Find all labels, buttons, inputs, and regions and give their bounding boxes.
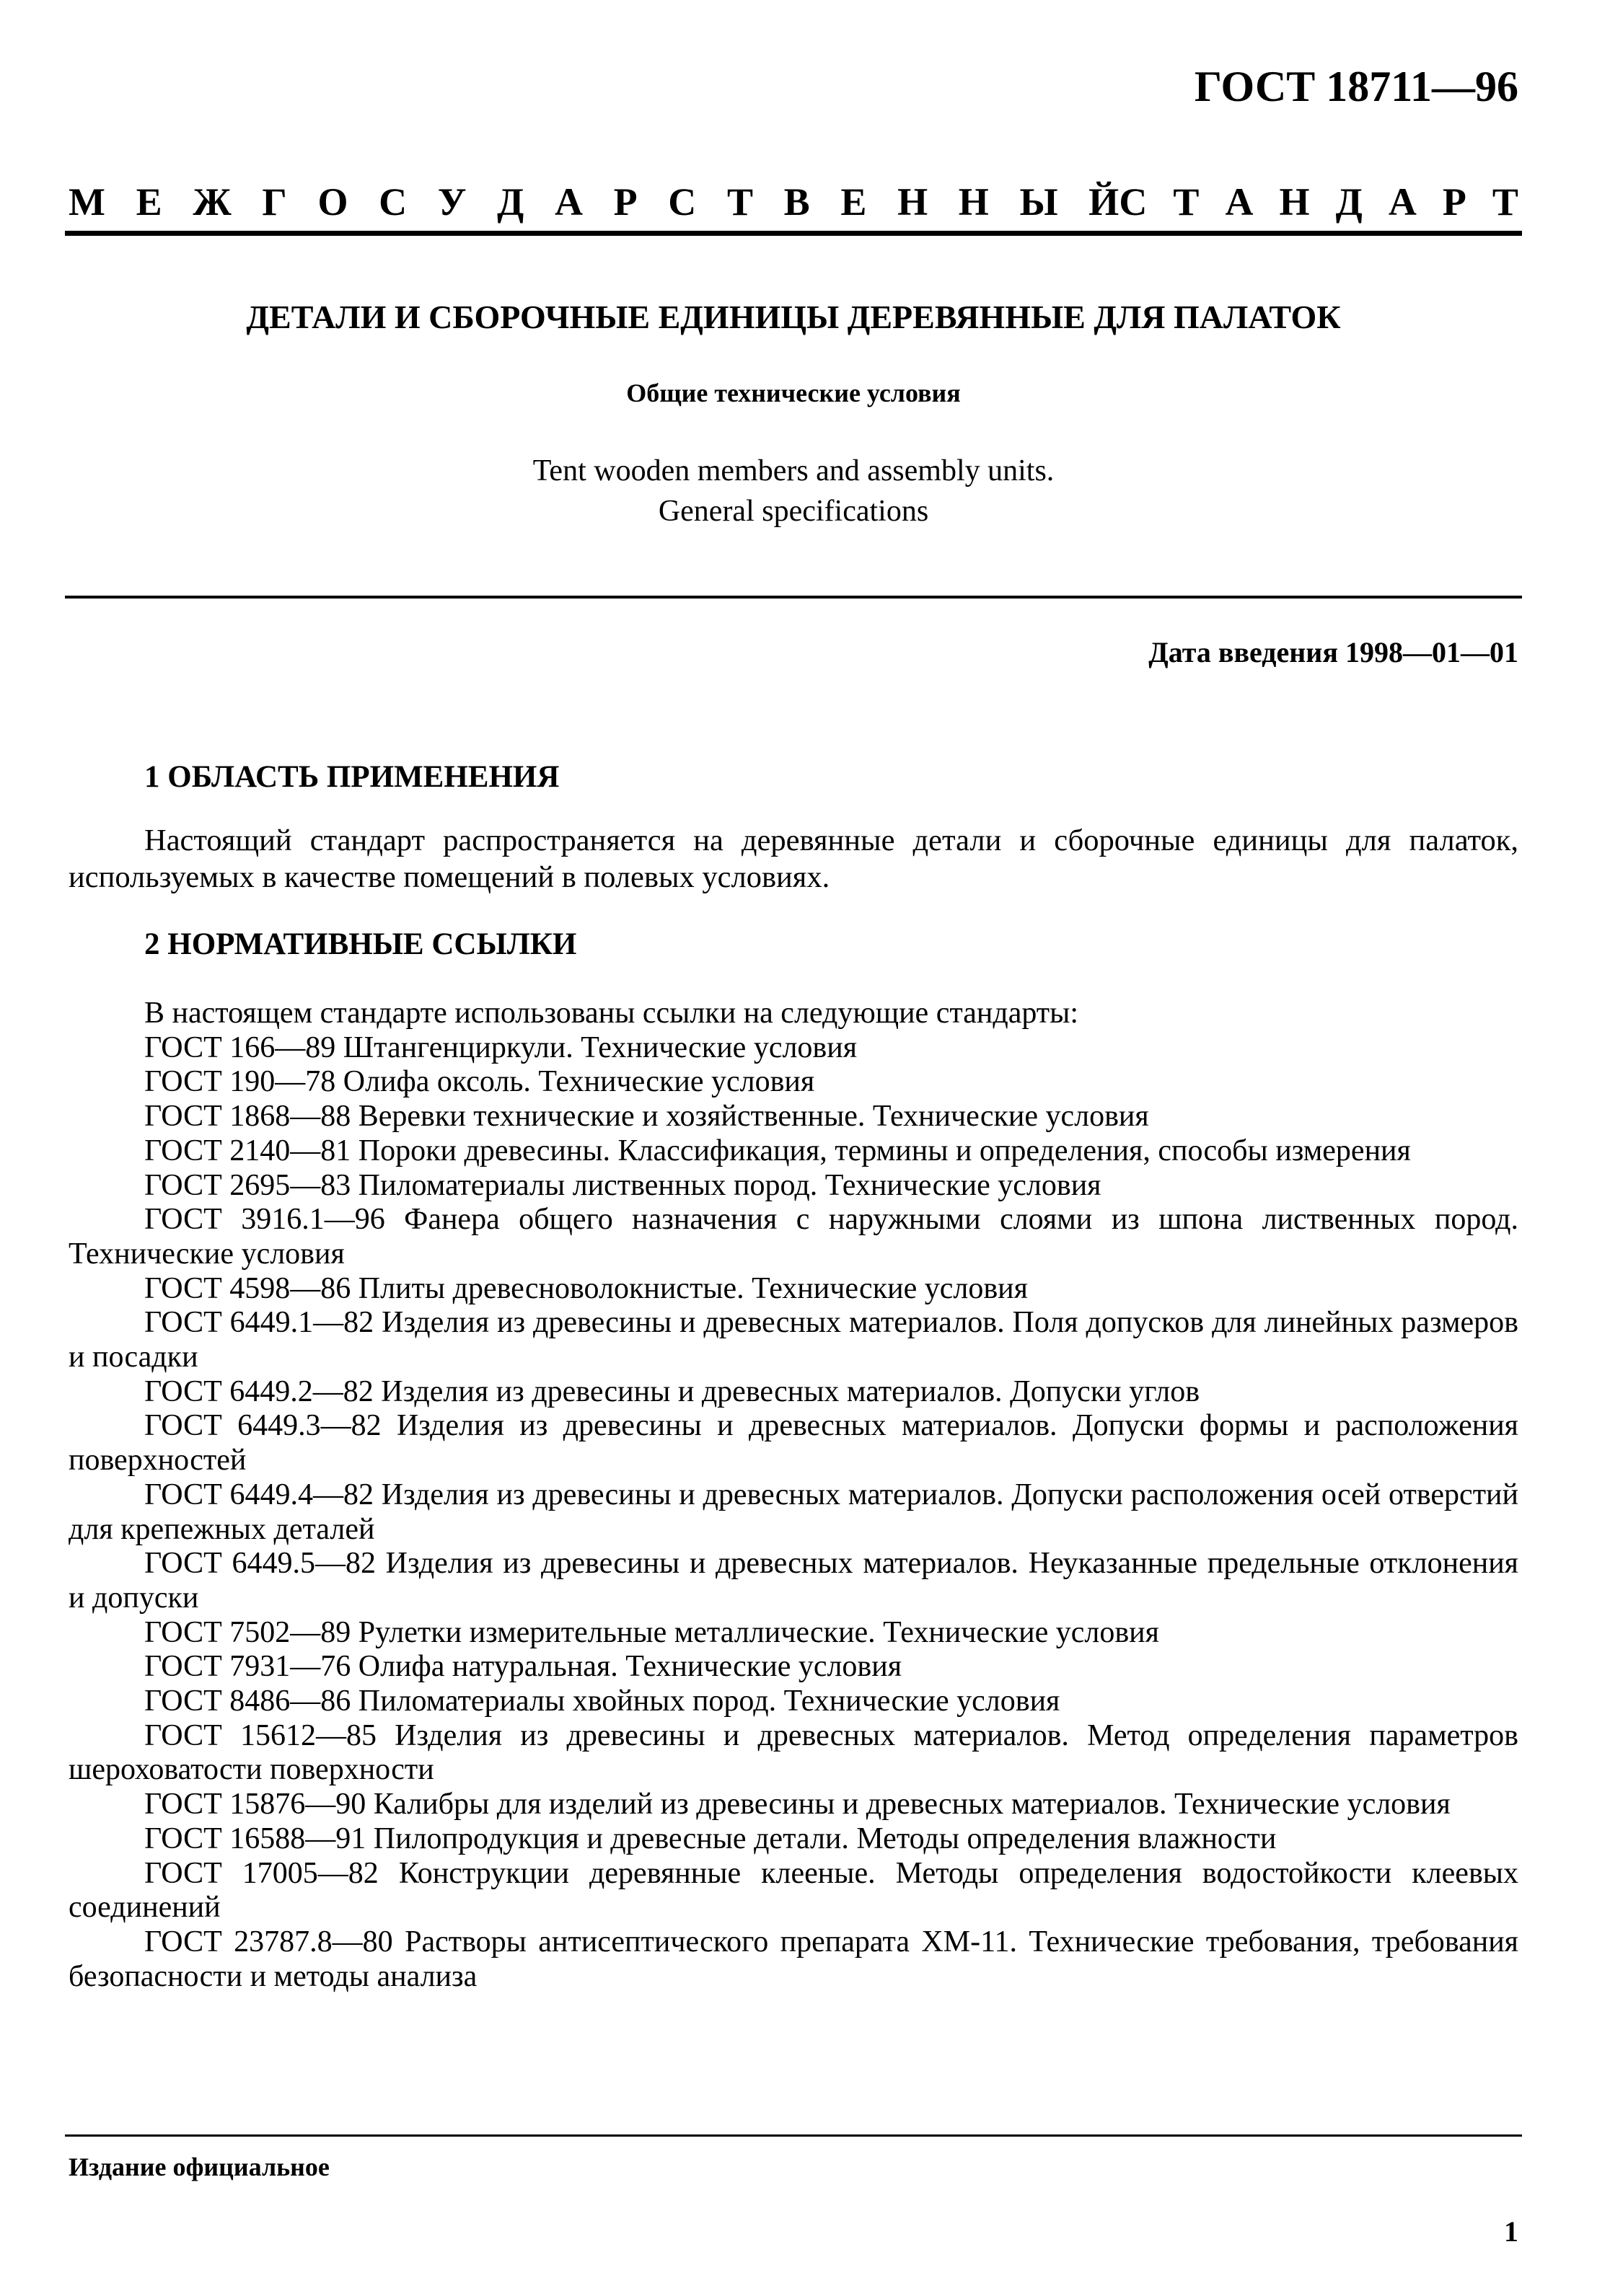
document-number: ГОСТ 18711—96 [1194,63,1518,110]
reference-item: ГОСТ 3916.1—96 Фанера общего назначения с наружными слоями из шпона лиственных пород. Технические условия [69,1203,1518,1271]
reference-item: ГОСТ 8486—86 Пиломатериалы хвойных пород. Технические условия [144,1685,1060,1718]
section-heading-scope: 1 ОБЛАСТЬ ПРИМЕНЕНИЯ [144,760,560,794]
banner-letter: О [317,180,348,224]
banner-letter: Е [136,180,162,224]
page-number: 1 [1504,2215,1518,2248]
banner-letter: Р [1442,180,1466,224]
banner-letter: Ы [1019,180,1058,224]
standard-word [1119,173,1518,231]
banner-letter: С [1119,180,1148,224]
banner-letter: В [783,180,810,224]
banner-letter: Н [958,180,989,224]
banner-letter: А [1388,180,1417,224]
banner-letter: А [554,180,583,224]
banner-letter: Н [1279,180,1310,224]
reference-item: ГОСТ 166—89 Штангенциркули. Технические условия [144,1030,858,1064]
banner-letter: А [1225,180,1254,224]
document-subtitle: Общие технические условия [626,379,961,407]
banner-letter: Ж [193,180,232,224]
reference-item: ГОСТ 4598—86 Плиты древесноволокнистые. Технические условия [144,1271,1028,1305]
banner-letter: Т [1173,180,1200,224]
reference-item: ГОСТ 2695—83 Пиломатериалы лиственных пород. Технические условия [144,1168,1101,1202]
references-list [69,997,1518,1994]
reference-item: ГОСТ 2140—81 Пороки древесины. Классификация, термины и определения, способы измерения [144,1134,1411,1167]
section-text-scope: Настоящий стандарт распространяется на деревянные детали и сборочные единицы для палаток, используемых в качестве помещений в полевых условиях. [69,824,1518,894]
banner-letter: Й [1088,180,1119,224]
banner-letter: Т [726,180,753,224]
banner-letter: Р [613,180,638,224]
reference-item: ГОСТ 15612—85 Изделия из древесины и древесных материалов. Метод определения параметров шероховатости поверхности [69,1718,1518,1787]
reference-item: ГОСТ 190—78 Олифа оксоль. Технические условия [144,1065,815,1099]
footer-rule [65,2134,1522,2137]
reference-item: ГОСТ 6449.4—82 Изделия из древесины и древесных материалов. Допуски расположения осей отверстий для крепежных деталей [69,1478,1518,1546]
official-edition-label: Издание официальное [69,2152,330,2181]
banner-letter: Т [1492,180,1518,224]
header-rule [65,231,1522,236]
document-title: ДЕТАЛИ И СБОРОЧНЫЕ ЕДИНИЦЫ ДЕРЕВЯННЫЕ ДЛЯ ПАЛАТОК [246,299,1341,335]
reference-item: ГОСТ 6449.5—82 Изделия из древесины и древесных материалов. Неуказанные предельные отклонения и допуски [69,1547,1518,1615]
reference-item: ГОСТ 15876—90 Калибры для изделий из древесины и древесных материалов. Технические условия [144,1788,1451,1822]
banner-letter: Д [1335,180,1363,224]
banner-letter: Д [497,180,524,224]
reference-item: ГОСТ 1868—88 Веревки технические и хозяйственные. Технические условия [144,1100,1149,1134]
interstate-word [69,173,1119,231]
reference-item: ГОСТ 23787.8—80 Растворы антисептического препарата ХМ-11. Технические требования, требования безопасности и методы анализа [69,1925,1518,1993]
banner-letter: У [437,180,467,224]
reference-item: ГОСТ 7502—89 Рулетки измерительные металлические. Технические условия [144,1615,1159,1649]
reference-item: ГОСТ 17005—82 Конструкции деревянные клееные. Методы определения водостойкости клеевых соединений [69,1856,1518,1925]
reference-item: ГОСТ 6449.2—82 Изделия из древесины и древесных материалов. Допуски углов [144,1374,1200,1408]
english-title-line: Tent wooden members and assembly units. [532,454,1055,487]
banner-letter: Г [262,180,287,224]
references-intro: В настоящем стандарте использованы ссылки на следующие стандарты: [144,997,1079,1030]
reference-item: ГОСТ 7931—76 Олифа натуральная. Технические условия [144,1650,902,1684]
english-title [69,451,1518,537]
banner-letter: М [69,180,105,224]
reference-item: ГОСТ 16588—91 Пилопродукция и древесные детали. Методы определения влажности [144,1822,1277,1855]
interstate-standard-banner [69,173,1518,231]
reference-item: ГОСТ 6449.1—82 Изделия из древесины и древесных материалов. Поля допусков для линейных размеров и посадки [69,1306,1518,1374]
banner-letter: Н [897,180,928,224]
english-title-line: General specifications [658,495,929,528]
banner-letter: Е [840,180,867,224]
banner-letter: С [668,180,697,224]
banner-letter: С [379,180,408,224]
reference-item: ГОСТ 6449.3—82 Изделия из древесины и древесных материалов. Допуски формы и расположения поверхностей [69,1409,1518,1478]
title-rule [65,596,1522,599]
section-heading-references: 2 НОРМАТИВНЫЕ ССЫЛКИ [144,927,577,961]
introduction-date: Дата введения 1998—01—01 [1148,636,1518,668]
